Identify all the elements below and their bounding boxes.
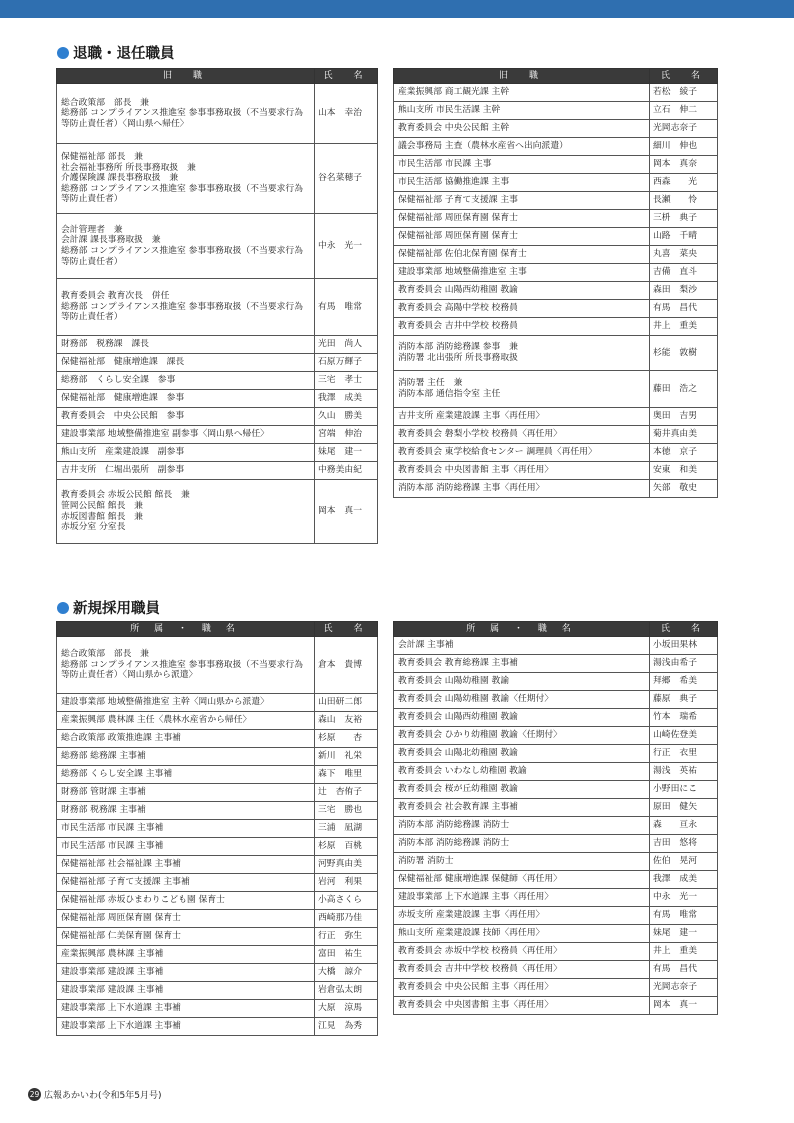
table-row — [394, 781, 718, 799]
position-cell: 総合政策部 政策推進課 主事補 — [57, 730, 315, 748]
page-footer — [28, 1088, 161, 1101]
position-cell: 市民生活部 協働推進課 主事 — [394, 174, 650, 192]
position-cell: 教育委員会 吉井中学校 校務員 — [394, 318, 650, 336]
table-row — [57, 84, 378, 144]
position-cell: 市民生活部 市民課 主事補 — [57, 820, 315, 838]
table-row — [57, 336, 378, 354]
position-cell: 保健福祉部 周匝保育園 保育士 — [394, 228, 650, 246]
position-cell: 教育委員会 中央図書館 主事〈再任用〉 — [394, 997, 650, 1015]
name-cell: 有馬 唯常 — [315, 279, 378, 336]
table-row — [394, 174, 718, 192]
name-cell: 岡本 真奈 — [650, 156, 718, 174]
name-cell: 辻 杏侑子 — [315, 784, 378, 802]
table-row — [394, 156, 718, 174]
header-band — [0, 0, 794, 18]
name-cell: 森 亘永 — [650, 817, 718, 835]
column-header-name: 氏 名 — [650, 69, 718, 84]
name-cell: 妹尾 建一 — [650, 925, 718, 943]
new-table-right — [393, 621, 718, 1015]
name-cell: 大橋 諒介 — [315, 964, 378, 982]
column-header-name: 氏 名 — [650, 622, 718, 637]
name-cell: 丸喜 菜央 — [650, 246, 718, 264]
position-cell: 保健福祉部 健康増進課 保健師〈再任用〉 — [394, 871, 650, 889]
position-cell: 市民生活部 市民課 主事補 — [57, 838, 315, 856]
name-cell: 杉原 杏 — [315, 730, 378, 748]
table-row — [394, 871, 718, 889]
name-cell: 湯浅 英祐 — [650, 763, 718, 781]
position-cell: 財務部 税務課 主事補 — [57, 802, 315, 820]
column-header-role: 旧 職 — [394, 69, 650, 84]
table-row — [57, 694, 378, 712]
name-cell: 岩倉弘太朗 — [315, 982, 378, 1000]
position-cell: 議会事務局 主査（農林水産省へ出向派遣） — [394, 138, 650, 156]
position-cell: 教育委員会 山陽北幼稚園 教諭 — [394, 745, 650, 763]
name-cell: 行正 弥生 — [315, 928, 378, 946]
table-row — [57, 390, 378, 408]
name-cell: 杉原 百桃 — [315, 838, 378, 856]
name-cell: 湯浅由希子 — [650, 655, 718, 673]
position-cell: 教育委員会 中央公民館 主幹 — [394, 120, 650, 138]
position-cell: 教育委員会 いわなし幼稚園 教諭 — [394, 763, 650, 781]
name-cell: 森下 唯里 — [315, 766, 378, 784]
table-row — [394, 835, 718, 853]
table-row — [57, 784, 378, 802]
bullet-icon — [57, 47, 69, 59]
name-cell: 西崎那乃佳 — [315, 910, 378, 928]
table-row — [394, 282, 718, 300]
name-cell: 小高さくら — [315, 892, 378, 910]
table-row — [57, 637, 378, 694]
name-cell: 森山 友裕 — [315, 712, 378, 730]
name-cell: 我澤 成美 — [315, 390, 378, 408]
position-cell: 保健福祉部 部長 兼 社会福祉事務所 所長事務取扱 兼 介護保険課 課長事務取扱 兼 総務部 コンプライアンス推進室 参事事務取扱（不当要求行為等防止責任者） — [57, 144, 315, 214]
table-row — [394, 102, 718, 120]
table-row — [394, 444, 718, 462]
name-cell: 吉備 直斗 — [650, 264, 718, 282]
position-cell: 教育委員会 磐梨小学校 校務員〈再任用〉 — [394, 426, 650, 444]
name-cell: 光田 尚人 — [315, 336, 378, 354]
table-row — [57, 766, 378, 784]
name-cell: 岩河 利果 — [315, 874, 378, 892]
table-row — [394, 799, 718, 817]
position-cell: 保健福祉部 子育て支援課 主事補 — [57, 874, 315, 892]
column-header-role: 所 属 ・ 職 名 — [57, 622, 315, 637]
position-cell: 財務部 税務課 課長 — [57, 336, 315, 354]
table-row — [57, 802, 378, 820]
table-row — [57, 214, 378, 279]
position-cell: 教育委員会 赤坂公民館 館長 兼 笹岡公民館 館長 兼 赤坂図書館 館長 兼 赤坂分室 分室長 — [57, 480, 315, 544]
table-row — [394, 138, 718, 156]
table-row — [57, 856, 378, 874]
name-cell: 江見 為秀 — [315, 1018, 378, 1036]
position-cell: 教育委員会 教育総務課 主事補 — [394, 655, 650, 673]
table-row — [394, 462, 718, 480]
position-cell: 建設事業部 地域整備推進室 主幹〈岡山県から派遣〉 — [57, 694, 315, 712]
name-cell: 三宅 勝也 — [315, 802, 378, 820]
publication-name: 広報あかいわ(令和5年5月号) — [44, 1091, 162, 1101]
name-cell: 西森 光 — [650, 174, 718, 192]
table-row — [394, 336, 718, 371]
name-cell: 矢部 敬史 — [650, 480, 718, 498]
name-cell: 岡本 真一 — [650, 997, 718, 1015]
name-cell: 井上 重美 — [650, 318, 718, 336]
section-title-retire: 退職・退任職員 — [57, 42, 175, 63]
table-row — [394, 84, 718, 102]
table-row — [57, 408, 378, 426]
position-cell: 教育委員会 山陽西幼稚園 教諭 — [394, 709, 650, 727]
table-row — [57, 144, 378, 214]
name-cell: 光岡志奈子 — [650, 979, 718, 997]
page-number: 29 — [29, 1090, 40, 1099]
bullet-icon — [57, 602, 69, 614]
name-cell: 倉本 貴博 — [315, 637, 378, 694]
name-cell: 藤原 典子 — [650, 691, 718, 709]
table-row — [394, 745, 718, 763]
position-cell: 消防署 主任 兼 消防本部 通信指令室 主任 — [394, 371, 650, 408]
column-header-name: 氏 名 — [315, 69, 378, 84]
position-cell: 建設事業部 地域整備推進室 副参事〈岡山県へ帰任〉 — [57, 426, 315, 444]
position-cell: 教育委員会 高陽中学校 校務員 — [394, 300, 650, 318]
name-cell: 拜郷 希美 — [650, 673, 718, 691]
table-row — [57, 279, 378, 336]
name-cell: 長瀬 怜 — [650, 192, 718, 210]
position-cell: 産業振興部 商工観光課 主幹 — [394, 84, 650, 102]
table-row — [57, 444, 378, 462]
name-cell: 若松 綾子 — [650, 84, 718, 102]
retire-table-left — [56, 68, 378, 544]
table-row — [57, 372, 378, 390]
position-cell: 赤坂支所 産業建設課 主事〈再任用〉 — [394, 907, 650, 925]
table-row — [57, 946, 378, 964]
column-header-role: 旧 職 — [57, 69, 315, 84]
table-row — [57, 730, 378, 748]
table-row — [394, 673, 718, 691]
table-row — [57, 426, 378, 444]
table-row — [394, 120, 718, 138]
position-cell: 建設事業部 上下水道課 主事〈再任用〉 — [394, 889, 650, 907]
position-cell: 熊山支所 産業建設課 技師〈再任用〉 — [394, 925, 650, 943]
table-row — [394, 907, 718, 925]
name-cell: 谷名菜穂子 — [315, 144, 378, 214]
name-cell: 山本 幸治 — [315, 84, 378, 144]
position-cell: 教育委員会 東学校給食センター 調理員〈再任用〉 — [394, 444, 650, 462]
position-cell: 会計管理者 兼 会計課 課長事務取扱 兼 総務部 コンプライアンス推進室 参事事務取扱（不当要求行為等防止責任者） — [57, 214, 315, 279]
table-row — [57, 354, 378, 372]
table-row — [57, 1018, 378, 1036]
position-cell: 建設事業部 建設課 主事補 — [57, 964, 315, 982]
position-cell: 教育委員会 中央公民館 参事 — [57, 408, 315, 426]
name-cell: 我澤 成美 — [650, 871, 718, 889]
position-cell: 消防本部 消防総務課 消防士 — [394, 835, 650, 853]
position-cell: 消防本部 消防総務課 参事 兼 消防署 北出張所 所長事務取扱 — [394, 336, 650, 371]
position-cell: 教育委員会 山陽幼稚園 教諭〈任期付〉 — [394, 691, 650, 709]
name-cell: 原田 健矢 — [650, 799, 718, 817]
position-cell: 保健福祉部 佐伯北保育園 保育士 — [394, 246, 650, 264]
table-row — [57, 462, 378, 480]
name-cell: 妹尾 建一 — [315, 444, 378, 462]
table-row — [57, 748, 378, 766]
position-cell: 産業振興部 農林課 主事補 — [57, 946, 315, 964]
name-cell: 三宅 孝士 — [315, 372, 378, 390]
name-cell: 有馬 唯常 — [650, 907, 718, 925]
name-cell: 安東 和美 — [650, 462, 718, 480]
table-row — [394, 408, 718, 426]
table-row — [394, 246, 718, 264]
column-header-role: 所 属 ・ 職 名 — [394, 622, 650, 637]
name-cell: 有馬 昌代 — [650, 300, 718, 318]
position-cell: 建設事業部 建設課 主事補 — [57, 982, 315, 1000]
name-cell: 三枡 典子 — [650, 210, 718, 228]
name-cell: 山崎佐登美 — [650, 727, 718, 745]
position-cell: 保健福祉部 健康増進課 参事 — [57, 390, 315, 408]
table-row — [394, 691, 718, 709]
name-cell: 光岡志奈子 — [650, 120, 718, 138]
position-cell: 教育委員会 山陽幼稚園 教諭 — [394, 673, 650, 691]
position-cell: 保健福祉部 健康増進課 課長 — [57, 354, 315, 372]
position-cell: 教育委員会 赤坂中学校 校務員〈再任用〉 — [394, 943, 650, 961]
table-row — [57, 1000, 378, 1018]
table-row — [394, 961, 718, 979]
table-row — [394, 943, 718, 961]
name-cell: 菊井真由美 — [650, 426, 718, 444]
position-cell: 保健福祉部 周匝保育園 保育士 — [394, 210, 650, 228]
position-cell: 吉井支所 産業建設課 主事〈再任用〉 — [394, 408, 650, 426]
position-cell: 建設事業部 上下水道課 主事補 — [57, 1018, 315, 1036]
name-cell: 山田研二郎 — [315, 694, 378, 712]
table-row — [394, 655, 718, 673]
position-cell: 市民生活部 市民課 主事 — [394, 156, 650, 174]
position-cell: 吉井支所 仁堀出張所 副参事 — [57, 462, 315, 480]
table-row — [57, 820, 378, 838]
new-table-left — [56, 621, 378, 1036]
name-cell: 立石 伸二 — [650, 102, 718, 120]
name-cell: 小坂田果林 — [650, 637, 718, 655]
position-cell: 保健福祉部 仁美保育園 保育士 — [57, 928, 315, 946]
position-cell: 消防本部 消防総務課 消防士 — [394, 817, 650, 835]
name-cell: 井上 重美 — [650, 943, 718, 961]
name-cell: 河野真由美 — [315, 856, 378, 874]
name-cell: 中永 光一 — [650, 889, 718, 907]
name-cell: 山路 千晴 — [650, 228, 718, 246]
name-cell: 杉能 敦樹 — [650, 336, 718, 371]
name-cell: 三浦 凪湖 — [315, 820, 378, 838]
position-cell: 熊山支所 産業建設課 副参事 — [57, 444, 315, 462]
name-cell: 行正 衣里 — [650, 745, 718, 763]
table-row — [57, 982, 378, 1000]
table-row — [57, 928, 378, 946]
table-row — [57, 874, 378, 892]
position-cell: 教育委員会 中央公民館 主事〈再任用〉 — [394, 979, 650, 997]
name-cell: 吉田 悠将 — [650, 835, 718, 853]
table-row — [394, 817, 718, 835]
table-row — [394, 371, 718, 408]
section-title-new: 新規採用職員 — [57, 597, 160, 618]
name-cell: 新川 礼栄 — [315, 748, 378, 766]
name-cell: 宮端 伸治 — [315, 426, 378, 444]
name-cell: 竹本 瑞希 — [650, 709, 718, 727]
name-cell: 本徳 京子 — [650, 444, 718, 462]
table-row — [394, 853, 718, 871]
table-row — [57, 892, 378, 910]
table-row — [57, 712, 378, 730]
position-cell: 総務部 くらし安全課 主事補 — [57, 766, 315, 784]
table-row — [394, 925, 718, 943]
table-row — [394, 264, 718, 282]
table-row — [394, 997, 718, 1015]
position-cell: 教育委員会 吉井中学校 校務員〈再任用〉 — [394, 961, 650, 979]
position-cell: 消防署 消防士 — [394, 853, 650, 871]
column-header-name: 氏 名 — [315, 622, 378, 637]
position-cell: 保健福祉部 赤坂ひまわりこども園 保育士 — [57, 892, 315, 910]
position-cell: 建設事業部 上下水道課 主事補 — [57, 1000, 315, 1018]
table-row — [394, 763, 718, 781]
name-cell: 富田 祐生 — [315, 946, 378, 964]
position-cell: 財務部 管財課 主事補 — [57, 784, 315, 802]
position-cell: 消防本部 消防総務課 主事〈再任用〉 — [394, 480, 650, 498]
name-cell: 細川 伸也 — [650, 138, 718, 156]
position-cell: 保健福祉部 周匝保育園 保育士 — [57, 910, 315, 928]
position-cell: 総合政策部 部長 兼 総務部 コンプライアンス推進室 参事事務取扱（不当要求行為等防止責任者）〈岡山県へ帰任〉 — [57, 84, 315, 144]
table-row — [394, 889, 718, 907]
table-row — [57, 910, 378, 928]
table-row — [394, 480, 718, 498]
name-cell: 藤田 浩之 — [650, 371, 718, 408]
name-cell: 大原 涼馬 — [315, 1000, 378, 1018]
name-cell: 小野田にこ — [650, 781, 718, 799]
position-cell: 教育委員会 ひかり幼稚園 教諭〈任期付〉 — [394, 727, 650, 745]
name-cell: 岡本 真一 — [315, 480, 378, 544]
table-row — [394, 210, 718, 228]
position-cell: 産業振興部 農林課 主任〈農林水産省から帰任〉 — [57, 712, 315, 730]
table-row — [394, 709, 718, 727]
position-cell: 保健福祉部 子育て支援課 主事 — [394, 192, 650, 210]
position-cell: 教育委員会 社会教育課 主事補 — [394, 799, 650, 817]
table-row — [57, 480, 378, 544]
position-cell: 保健福祉部 社会福祉課 主事補 — [57, 856, 315, 874]
table-row — [394, 228, 718, 246]
table-row — [394, 979, 718, 997]
name-cell: 森田 梨沙 — [650, 282, 718, 300]
position-cell: 教育委員会 山陽西幼稚園 教諭 — [394, 282, 650, 300]
name-cell: 石原万輝子 — [315, 354, 378, 372]
name-cell: 中永 光一 — [315, 214, 378, 279]
table-row — [394, 727, 718, 745]
table-row — [394, 300, 718, 318]
position-cell: 教育委員会 桜が丘幼稚園 教諭 — [394, 781, 650, 799]
position-cell: 総合政策部 部長 兼 総務部 コンプライアンス推進室 参事事務取扱（不当要求行為等防止責任者）〈岡山県から派遣〉 — [57, 637, 315, 694]
table-row — [57, 964, 378, 982]
name-cell: 奥田 吉男 — [650, 408, 718, 426]
table-row — [394, 318, 718, 336]
retire-table-right — [393, 68, 718, 498]
table-row — [394, 192, 718, 210]
name-cell: 中務美由紀 — [315, 462, 378, 480]
name-cell: 佐伯 晃河 — [650, 853, 718, 871]
table-row — [394, 426, 718, 444]
position-cell: 総務部 くらし安全課 参事 — [57, 372, 315, 390]
position-cell: 熊山支所 市民生活課 主幹 — [394, 102, 650, 120]
position-cell: 教育委員会 中央図書館 主事〈再任用〉 — [394, 462, 650, 480]
table-row — [394, 637, 718, 655]
table-row — [57, 838, 378, 856]
position-cell: 会計課 主事補 — [394, 637, 650, 655]
name-cell: 有馬 昌代 — [650, 961, 718, 979]
position-cell: 教育委員会 教育次長 併任 総務部 コンプライアンス推進室 参事事務取扱（不当要求行為等防止責任者） — [57, 279, 315, 336]
position-cell: 総務部 総務課 主事補 — [57, 748, 315, 766]
name-cell: 久山 勝美 — [315, 408, 378, 426]
position-cell: 建設事業部 地域整備推進室 主事 — [394, 264, 650, 282]
